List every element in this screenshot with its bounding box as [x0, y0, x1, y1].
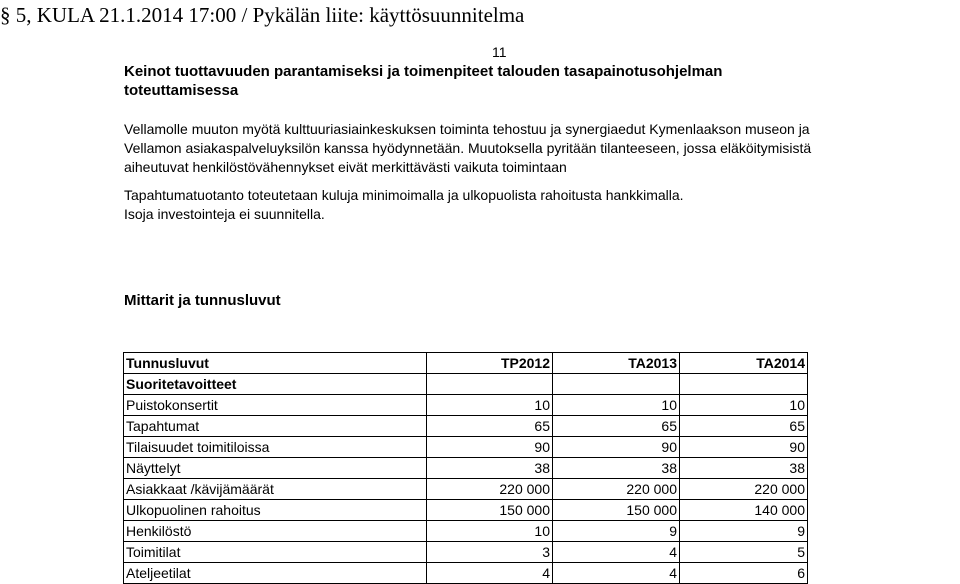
- table-row: [124, 542, 808, 563]
- table-cell: [427, 374, 553, 395]
- table-cell: 3: [427, 542, 553, 563]
- table-cell: 38: [553, 458, 680, 479]
- paragraph-synergy: Vellamolle muuton myötä kulttuuriasiainkeskuksen toiminta tehostuu ja synergiaedut Kymenlaakson museon ja Vellamon asiakaspalveluyksilön kanssa hyödynnetään. Muutoksella pyritään tilanteeseen, jossa eläköitymisistä aiheutuvat henkilöstövähennykset eivät merkittävästi vaikuta toimintaan: [124, 121, 812, 175]
- table-cell: 90: [427, 437, 553, 458]
- table-cell: 9: [680, 521, 808, 542]
- column-header-tp2012: TP2012: [427, 353, 553, 374]
- table-cell: 65: [553, 416, 680, 437]
- row-label: Asiakkaat /kävijämäärät: [124, 479, 427, 500]
- table-cell: [553, 374, 680, 395]
- table-row: [124, 563, 808, 584]
- table-cell: 150 000: [427, 500, 553, 521]
- table-cell: 90: [553, 437, 680, 458]
- table-cell: 38: [680, 458, 808, 479]
- table-cell: 10: [427, 395, 553, 416]
- page-number: 11: [492, 44, 507, 60]
- row-label: Puistokonsertit: [124, 395, 427, 416]
- table-row: [124, 479, 808, 500]
- column-header-metric: Tunnusluvut: [124, 353, 427, 374]
- row-label: Tilaisuudet toimitiloissa: [124, 437, 427, 458]
- document-header: § 5, KULA 21.1.2014 17:00 / Pykälän liite: käyttösuunnitelma: [0, 3, 525, 27]
- table-cell: 220 000: [553, 479, 680, 500]
- row-label: Henkilöstö: [124, 521, 427, 542]
- column-header-ta2014: TA2014: [680, 353, 808, 374]
- table-cell: 65: [427, 416, 553, 437]
- table-row: [124, 416, 808, 437]
- table-row: [124, 500, 808, 521]
- paragraph-events: [124, 186, 844, 224]
- table-cell: 220 000: [680, 479, 808, 500]
- group-label: Suoritetavoitteet: [124, 374, 427, 395]
- metrics-table: [123, 352, 808, 584]
- row-label: Ulkopuolinen rahoitus: [124, 500, 427, 521]
- column-header-ta2013: TA2013: [553, 353, 680, 374]
- table-cell: 6: [680, 563, 808, 584]
- table-row: [124, 437, 808, 458]
- table-cell: 65: [680, 416, 808, 437]
- row-label: Toimitilat: [124, 542, 427, 563]
- row-label: Ateljeetilat: [124, 563, 427, 584]
- table-cell: 5: [680, 542, 808, 563]
- table-cell: 4: [427, 563, 553, 584]
- table-cell: 140 000: [680, 500, 808, 521]
- table-cell: 10: [680, 395, 808, 416]
- table-cell: [680, 374, 808, 395]
- row-label: Tapahtumat: [124, 416, 427, 437]
- table-group-row: [124, 374, 808, 395]
- table-cell: 10: [553, 395, 680, 416]
- table-cell: 4: [553, 542, 680, 563]
- table-cell: 38: [427, 458, 553, 479]
- table-row: [124, 458, 808, 479]
- table-row: [124, 521, 808, 542]
- table-cell: 4: [553, 563, 680, 584]
- section-heading: Keinot tuottavuuden parantamiseksi ja toimenpiteet talouden tasapainotusohjelman toteuttamisessa: [124, 63, 723, 99]
- table-cell: 150 000: [553, 500, 680, 521]
- paragraph-events-line-1: Tapahtumatuotanto toteutetaan kuluja minimoimalla ja ulkopuolista rahoitusta hankkimalla.: [124, 187, 684, 203]
- table-cell: 9: [553, 521, 680, 542]
- paragraph-events-line-2: Isoja investointeja ei suunnitella.: [124, 206, 325, 222]
- metrics-section-title: Mittarit ja tunnusluvut: [124, 292, 281, 309]
- table-header-row: [124, 353, 808, 374]
- table-row: [124, 395, 808, 416]
- table-cell: 90: [680, 437, 808, 458]
- table-cell: 10: [427, 521, 553, 542]
- table-cell: 220 000: [427, 479, 553, 500]
- row-label: Näyttelyt: [124, 458, 427, 479]
